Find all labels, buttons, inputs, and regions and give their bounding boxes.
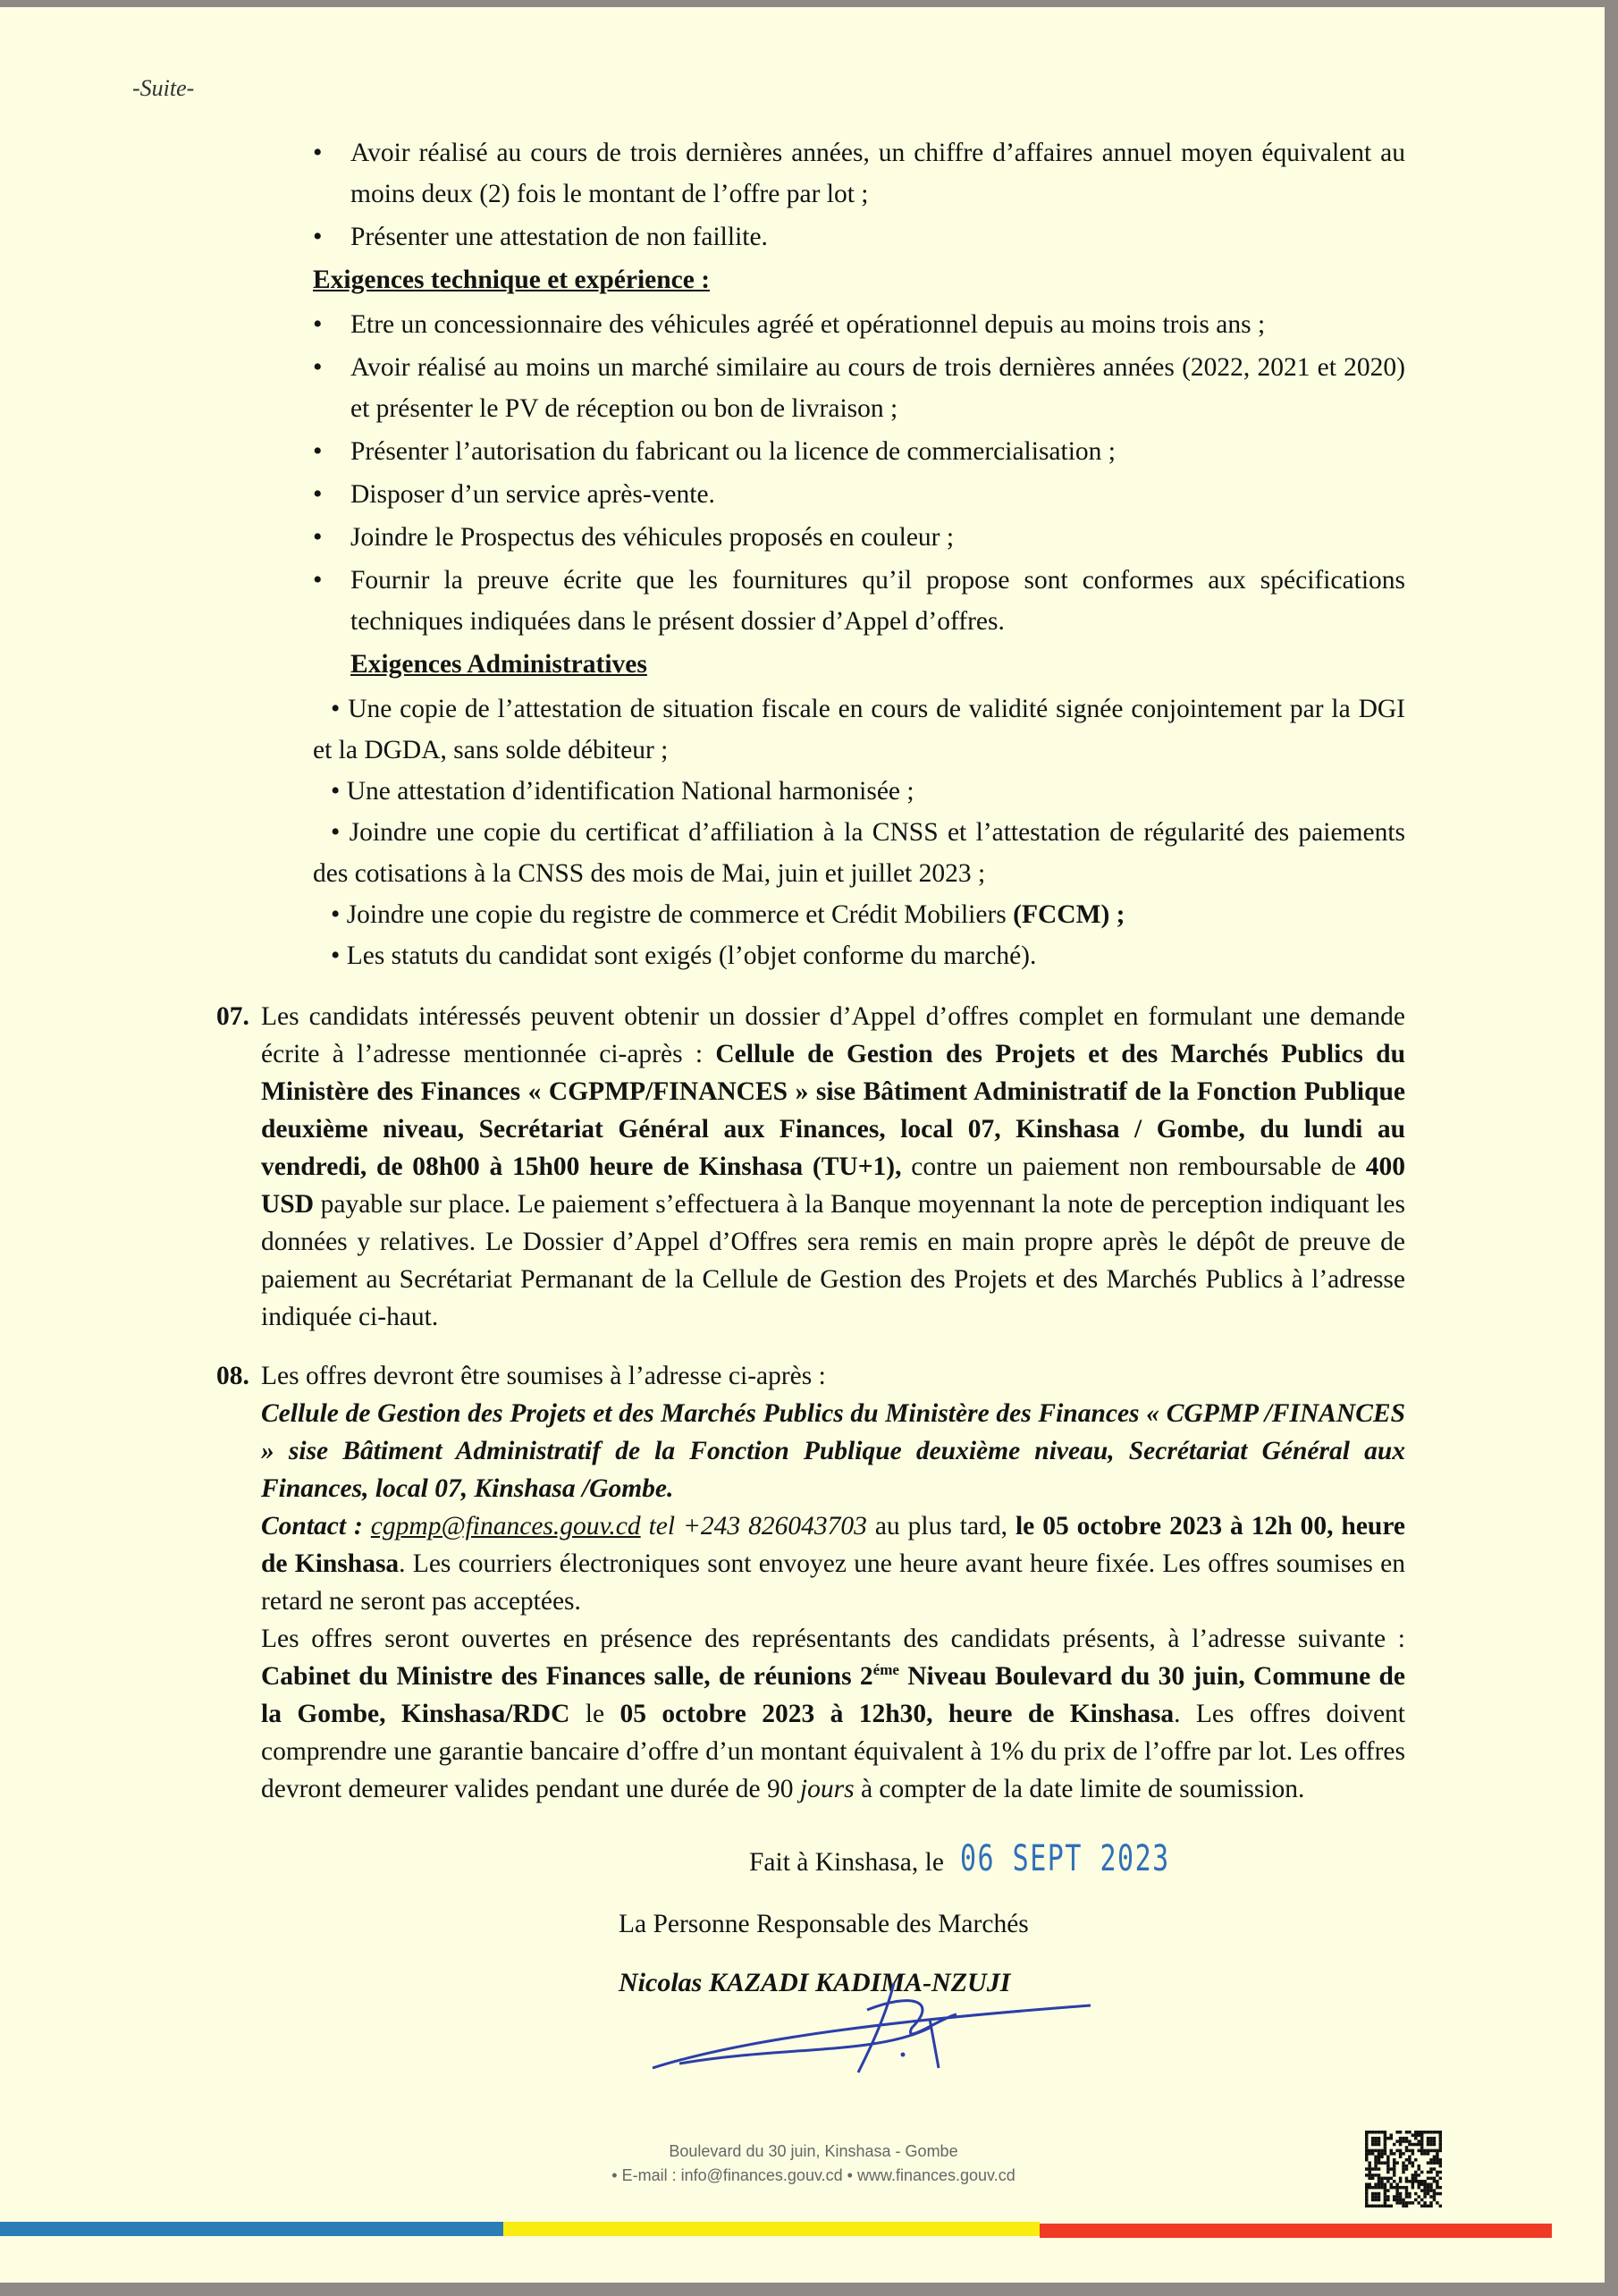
website-link[interactable]: www.finances.gouv.cd — [856, 2166, 1015, 2184]
section-number-07: 07. — [216, 1002, 249, 1031]
list-item: • Une attestation d’identification National harmonisée ; — [331, 777, 914, 806]
flag-stripe-red — [1040, 2224, 1552, 2238]
list-item: • Présenter l’autorisation du fabricant ou la licence de commercialisation ; — [313, 431, 1405, 472]
list-item: • Joindre une copie du registre de commerce et Crédit Mobiliers (FCCM) ; — [331, 900, 1125, 929]
signatory-title: La Personne Responsable des Marchés — [619, 1910, 1029, 1938]
signatory-name: Nicolas KAZADI KADIMA-NZUJI — [619, 1968, 1011, 1997]
list-item: • Disposer d’un service après-vente. — [313, 474, 1405, 515]
list-item: • Etre un concessionnaire des véhicules agréé et opérationnel depuis au moins trois ans ; — [313, 304, 1405, 345]
contact-email-link[interactable]: cgpmp@finances.gouv.cd — [370, 1512, 641, 1541]
continuation-label: -Suite- — [132, 75, 195, 101]
section-08-text: Les offres devront être soumises à l’adresse ci-après : Cellule de Gestion des Projets et des Marchés Publics du Ministère des Finances « CGPMP /FINANCES » sise Bâtiment Administratif de la Fonction Publique deuxième niveau, Secrétariat Général aux Finances, local 07, Kinshasa /Gombe. Contact : cgpmp@finances.gouv.cd tel +243 826043703 au plus tard, le 05 octobre 2023 à 12h 00, heure de Kinshasa. Les courriers électroniques sont envoyez une heure avant heure fixée. Les offres soumises en retard ne seront pas acceptées. Les offres seront ouvertes en présence des représentants des candidats présents, à l’adresse suivante : Cabinet du Ministre des Finances salle, de réunions $2^{éme}$ Niveau Boulevard du 30 juin, Commune de la Gombe, Kinshasa/RDC le 05 octobre 2023 à 12h30, heure de Kinshasa. Les offres doivent comprendre une garantie bancaire d’offre d’un montant équivalent à 1% du prix de l’offre par lot. Les offres devront demeurer valides pendant une durée de 90 jours à compter de la date limite de soumission. — [261, 1362, 1405, 1803]
requirements-block — [313, 132, 1405, 976]
signature-place: Fait à Kinshasa, le — [749, 1848, 944, 1877]
section-08 — [216, 1357, 1405, 1808]
list-item: • Présenter une attestation de non faillite. — [313, 216, 1405, 257]
document-page — [0, 7, 1605, 2283]
list-item: • Avoir réalisé au moins un marché similaire au cours de trois dernières années (2022, 2021 et 2020) et présenter le PV de réception ou bon de livraison ; — [313, 347, 1405, 429]
section-07 — [216, 998, 1405, 1336]
signature-place-row — [749, 1838, 1605, 1879]
list-item: • Les statuts du candidat sont exigés (l’objet conforme du marché). — [331, 941, 1037, 970]
technical-heading: Exigences technique et expérience : — [313, 266, 711, 294]
footer: Boulevard du 30 juin, Kinshasa - Gombe • E-mail : info@finances.gouv.cd • www.finances.gouv.cd — [611, 2142, 1015, 2184]
section-07-text: Les candidats intéressés peuvent obtenir un dossier d’Appel d’offres complet en formulant une demande écrite à l’adresse mentionnée ci-après : Cellule de Gestion des Projets et des Marchés Publics du Ministère des Finances « CGPMP/FINANCES » sise Bâtiment Administratif de la Fonction Publique deuxième niveau, Secrétariat Général aux Finances, local 07, Kinshasa / Gombe, du lundi au vendredi, de 08h00 à 15h00 heure de Kinshasa (TU+1), contre un paiement non remboursable de 400 USD payable sur place. Le paiement s’effectuera à la Banque moyennant la note de perception indiquant les données y relatives. Le Dossier d’Appel d’Offres sera remis en main propre après le dépôt de preuve de paiement au Secrétariat Permanant de la Cellule de Gestion des Projets et des Marchés Publics à l’adresse indiquée ci-haut. — [261, 1002, 1405, 1331]
flag-stripe-yellow — [503, 2222, 1040, 2236]
list-item: • Joindre le Prospectus des véhicules proposés en couleur ; — [313, 517, 1405, 558]
flag-stripe-blue — [0, 2222, 503, 2236]
list-item: • Joindre une copie du certificat d’affiliation à la CNSS et l’attestation de régularité des paiements des cotisations à la CNSS des mois de Mai, juin et juillet 2023 ; — [313, 818, 1406, 888]
list-item: • Une copie de l’attestation de situation fiscale en cours de validité signée conjointement par la DGI et la DGDA, sans solde débiteur ; — [313, 695, 1406, 764]
section-number-08: 08. — [216, 1362, 249, 1390]
administrative-heading: Exigences Administratives — [350, 650, 647, 679]
list-item: • Fournir la preuve écrite que les fournitures qu’il propose sont conformes aux spécifications techniques indiquées dans le présent dossier d’Appel d’offres. — [313, 560, 1405, 642]
footer-area — [0, 2131, 1605, 2265]
signatory-block — [619, 1965, 1605, 2081]
handwritten-signature — [644, 1965, 1108, 2081]
list-item: • Avoir réalisé au cours de trois dernières années, un chiffre d’affaires annuel moyen équivalent au moins deux (2) fois le montant de l’offre par lot ; — [313, 132, 1405, 215]
date-stamp: 06 SEPT 2023 — [959, 1838, 1170, 1879]
qr-code — [1365, 2131, 1442, 2207]
